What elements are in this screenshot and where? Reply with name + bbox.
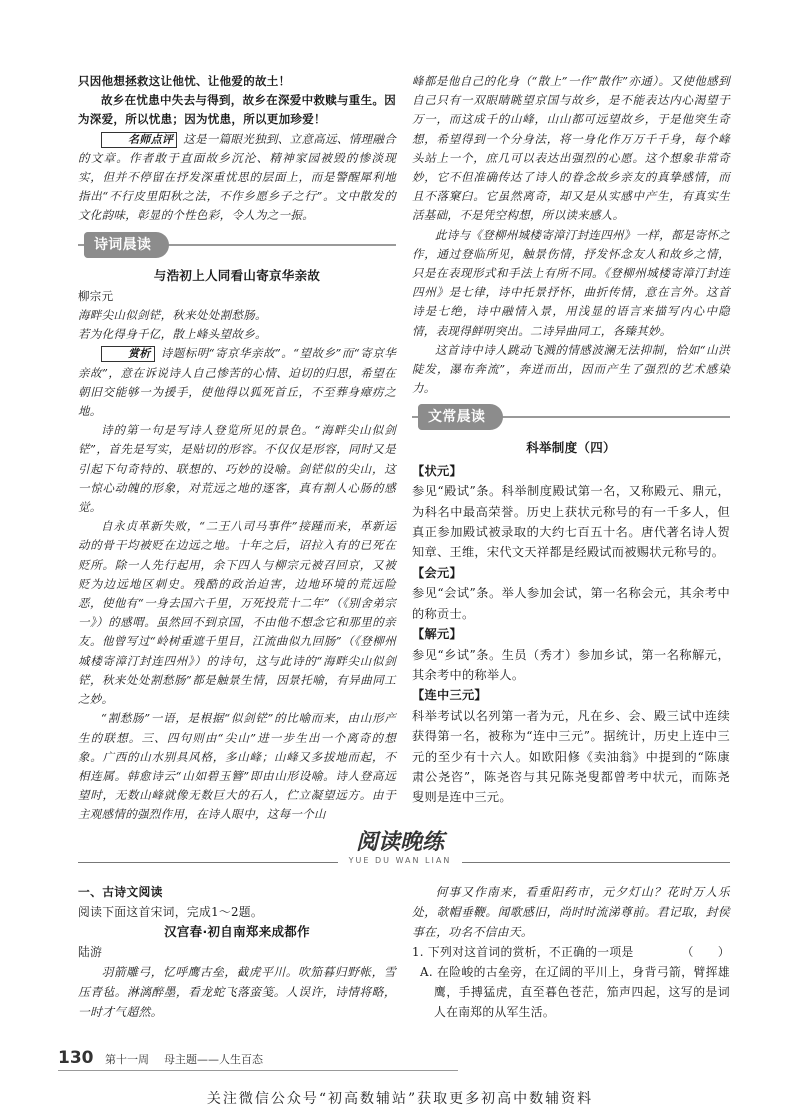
theme-label: 母主题——人生百态 — [164, 1053, 263, 1066]
section-banner-poetry — [78, 232, 396, 258]
evening-right-column — [412, 882, 730, 1022]
ci-author: 陆游 — [78, 945, 103, 959]
appreciation-text: 诗题标明“寄京华亲故”。“望故乡”而“寄京华亲故”，意在诉说诗人自己惨苦的心情、迫切的归思，希望在朝旧交能够一为援手，使他得以狐死首丘，不至葬身瘴疠之地。 — [78, 346, 396, 419]
week-label: 第十一周 — [105, 1053, 149, 1066]
footer-rule — [58, 1070, 458, 1071]
term-text: 参见“殿试”条。科举制度殿试第一名，又称殿元、鼎元，为科名中最高荣誉。历史上获状元称号的有一千多人，但真正参加殿试被录取的大约七百五十名。唐代著名诗人贺知章、王维，宋代文天祥都是经殿试而被赐状元称号的。 — [412, 484, 730, 560]
comment-text: 这是一篇眼光独到、立意高远、情理融合的文章。作者敢于直面故乡沉沦、精神家园被毁的惨淡现实，但并不停留在抒发深重忧思的层面上，而是警醒犀利地指出“不行皮里阳秋之法，不作乡愿乡子之行”。文中散发的文化韵味，彰显的个性色彩，令人为之一振。 — [78, 131, 396, 223]
ci-title: 汉宫春·初自南郑来成都作 — [164, 924, 310, 939]
appreciation-tag: 赏析 — [101, 346, 155, 362]
right-column — [412, 72, 730, 808]
poem-author: 柳宗元 — [78, 288, 114, 303]
section-title-poetry: 诗词晨读 — [84, 232, 169, 258]
poem-line: 海畔尖山似剑铓，秋来处处割愁肠。 — [78, 308, 267, 323]
evening-section-title: 阅读晚练 — [355, 830, 444, 855]
exam-system-title: 科举制度（四） — [526, 440, 616, 456]
term-text: 参见“会试”条。举人参加会试，第一名称会元，其余考中的称贡士。 — [412, 586, 730, 621]
ci-text: 何事又作南来，看重阳药市，元夕灯山？花时万人乐处，欹帽垂鞭。闻歌感旧，尚时时流涕尊前。君记取，封侯事在，功名不信由天。 — [412, 885, 730, 939]
bottom-note: 关注微信公众号“初高数辅站”获取更多初高中数辅资料 — [206, 1091, 594, 1107]
appreciation-paragraph — [78, 344, 396, 421]
page-number: 130 — [58, 1048, 94, 1068]
term-text: 参见“乡试”条。生员（秀才）参加乡试，第一名称解元，其余考中的称举人。 — [412, 647, 730, 682]
section-banner-culture — [412, 404, 730, 430]
section-heading: 一、古诗文阅读 — [78, 885, 163, 899]
instruction: 阅读下面这首宋词，完成1～2题。 — [78, 905, 263, 919]
evening-left-column — [78, 882, 396, 1022]
appreciation-paragraph: 自永贞革新失败，“二王八司马事件”接踵而来，革新运动的骨干均被贬在边远之地。十年之后，诏拉入有的已死在贬所。除一人先行起用，余下四人与柳宗元被召回京，又被贬为边远地区刺史。残酷的政治迫害，边地环境的荒远险恶，使他有“一身去国六千里，万死投荒十二年”（《别舍弟宗一》）的感喟。虽然回不到京国，不由他不想念它和那里的亲友。他曾写过“岭树重遮千里目，江流曲似九回肠”（《登柳州城楼寄漳汀封连四州》）的诗句，这与此诗的“海畔尖山似剑铓，秋来处处割愁肠”都是触景生情，因景托喻，有异曲同工之妙。 — [78, 519, 396, 707]
teacher-comment — [78, 130, 396, 226]
answer-paren[interactable]: （ ） — [681, 945, 730, 959]
left-column — [78, 72, 396, 825]
question-1 — [412, 942, 730, 962]
term-heading: 【解元】 — [412, 627, 462, 642]
section-title-culture: 文常晨读 — [418, 404, 503, 430]
evening-section-header — [0, 828, 800, 868]
question-1-text: 1. 下列对这首词的赏析，不正确的一项是 — [412, 945, 634, 959]
term-heading: 【状元】 — [412, 463, 462, 478]
appreciation-paragraph: 此诗与《登柳州城楼寄漳汀封连四州》一样，都是寄怀之作，通过登临所见，触景伤情，抒发怀念友人和故乡之情，只是在表现形式和手法上有所不同。《登柳州城楼寄漳汀封连四州》是七律，诗中托景抒怀，曲折传情，意在言外。这首诗是七绝，诗中融情入景，用浅显的语言来描写内心中隐情，表现得鲜明突出。二诗异曲同工，各臻其妙。 — [412, 227, 730, 338]
option-a: A. 在险峻的古垒旁，在辽阔的平川上，身背弓箭，臂挥雄鹰，手搏猛虎，直至暮色苍茫，笳声四起，这写的是词人在南郑的从军生活。 — [420, 965, 730, 1019]
poem-line: 若为化得身千亿，散上峰头望故乡。 — [78, 327, 267, 342]
appreciation-paragraph: 诗的第一句是写诗人登览所见的景色。“海畔尖山似剑铓”，首先是写实，是贴切的形容。不仅仅是形容，同时又是引起下句奇特的、联想的、巧妙的设喻。剑铓似的尖山，这一惊心动魄的形象，对荒远之地的逐客，真有割人心肠的感觉。 — [78, 423, 396, 515]
poem-title: 与浩初上人同看山寄京华亲故 — [153, 267, 321, 283]
appreciation-paragraph: “割愁肠”一语，是根据“似剑铓”的比喻而来，由山形产生的联想。三、四句则由“尖山”进一步生出一个离奇的想象。广西的山水别具风格，多山峰；山峰又多拔地而起，不相连属。韩愈诗云“山如碧玉簪”即由山形设喻。诗人登高远望时，无数山峰就像无数巨大的石人，伫立凝望远方。由于主观感情的强烈作用，在诗人眼中，这每一个山 — [78, 711, 396, 822]
evening-section-subtitle: YUE DU WAN LIAN — [348, 856, 452, 865]
appreciation-paragraph: 峰都是他自己的化身（“散上”一作“散作”亦通）。又使他感到自己只有一双眼睛眺望京国与故乡，是不能表达内心渴望于万一，而这成千的山峰，山山都可远望故乡，于是他突生奇想，希望得到一个分身法，将一身化作万万千千身，每个峰头站上一个，庶几可以表达出强烈的心愿。这个想象非常奇妙，它不但准确传达了诗人的眷念故乡亲友的真挚感情，而且不落窠臼。它虽然离奇，却又是从实感中产生，有真实生活基础，不是凭空构想，所以读来感人。 — [412, 74, 730, 223]
term-heading: 【连中三元】 — [412, 688, 487, 703]
appreciation-paragraph: 这首诗中诗人跳动飞溅的情感波澜无法抑制，恰如“山洪陡发，瀑布奔流”，奔迸而出，因而产生了强烈的艺术感染力。 — [412, 342, 730, 396]
term-heading: 【会元】 — [412, 565, 462, 580]
intro-paragraph: 故乡在忧患中失去与得到，故乡在深爱中救赎与重生。因为深爱，所以忧患；因为忧患，所以更加珍爱！ — [78, 93, 396, 127]
comment-tag: 名师点评 — [101, 132, 177, 148]
ci-text: 羽箭雕弓，忆呼鹰古垒，截虎平川。吹笳暮归野帐，雪压青毡。淋漓醉墨，看龙蛇飞落蛮笺。人误许，诗情将略，一时才气超然。 — [78, 965, 396, 1019]
term-text: 科举考试以名列第一者为元，凡在乡、会、殿三试中连续获得第一名，被称为“连中三元”。据统计，历史上连中三元的至少有十六人。如欧阳修《卖油翁》中提到的“陈康肃公尧咨”，陈尧咨与其兄陈尧叟都曾考中状元，而陈尧叟则是连中三元。 — [412, 708, 730, 805]
intro-line: 只因他想拯救这让他忧、让他爱的故土！ — [78, 74, 291, 88]
page-footer — [58, 1048, 263, 1068]
